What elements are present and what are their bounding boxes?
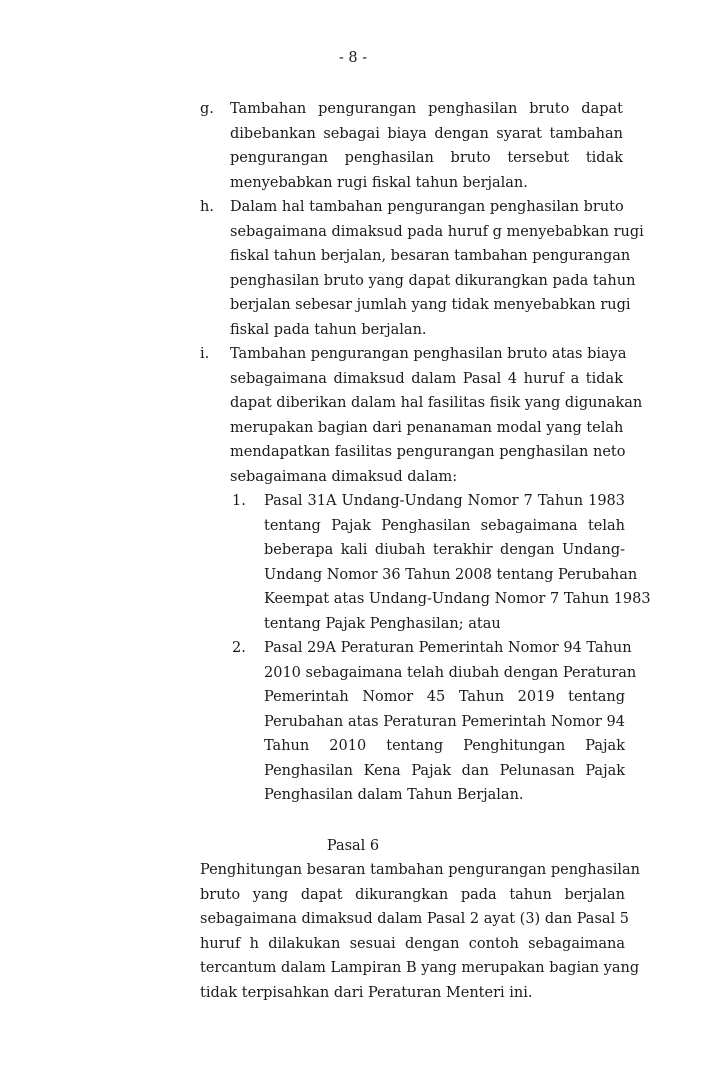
item-text-line: penghasilan bruto yang dapat dikurangkan pada tahun — [230, 272, 636, 289]
item-text-line: dapat diberikan dalam hal fasilitas fisik yang digunakan — [230, 395, 643, 411]
item-text-line: merupakan bagian dari penanaman modal yang telah — [230, 419, 624, 436]
subitem-text-line: beberapa kali diubah terakhir dengan Undang- — [264, 542, 625, 558]
subitem-text-line: tentang Pajak Penghasilan sebagaimana telah — [264, 517, 625, 534]
item-text-line: Tambahan pengurangan penghasilan bruto atas biaya — [230, 346, 627, 362]
item-text-line: mendapatkan fasilitas pengurangan penghasilan neto — [230, 444, 626, 460]
subitem-text-line: Undang Nomor 36 Tahun 2008 tentang Perubahan — [264, 566, 638, 583]
list-marker: g. — [200, 101, 214, 117]
list-marker: h. — [200, 199, 214, 215]
item-text-line: sebagaimana dimaksud dalam: — [230, 468, 458, 485]
list-marker: i. — [200, 346, 210, 362]
paragraph-line: Penghitungan besaran tambahan pengurangan penghasilan — [200, 862, 640, 878]
sublist-marker: 2. — [232, 640, 246, 656]
paragraph-line: bruto yang dapat dikurangkan pada tahun berjalan — [200, 886, 625, 903]
subitem-text-line: Penghasilan dalam Tahun Berjalan. — [264, 787, 524, 803]
section-heading: Pasal 6 — [326, 837, 380, 854]
subitem-text-line: Pemerintah Nomor 45 Tahun 2019 tentang — [264, 689, 625, 705]
item-text-line: fiskal tahun berjalan, besaran tambahan pengurangan — [230, 248, 631, 264]
subitem-text-line: Pasal 31A Undang-Undang Nomor 7 Tahun 1983 — [264, 493, 625, 509]
paragraph-line: tercantum dalam Lampiran B yang merupakan bagian yang — [200, 960, 640, 976]
item-text-line: sebagaimana dimaksud pada huruf g menyebabkan rugi — [230, 223, 644, 240]
subitem-text-line: Perubahan atas Peraturan Pemerintah Nomor 94 — [264, 713, 625, 730]
page-number: - 8 - — [338, 50, 368, 66]
item-text-line: menyebabkan rugi fiskal tahun berjalan. — [230, 174, 528, 191]
item-text-line: Dalam hal tambahan pengurangan penghasilan bruto — [230, 199, 624, 215]
item-text-line: berjalan sebesar jumlah yang tidak menyebabkan rugi — [230, 297, 631, 313]
subitem-text-line: 2010 sebagaimana telah diubah dengan Peraturan — [264, 664, 637, 681]
paragraph-line: huruf h dilakukan sesuai dengan contoh sebagaimana — [200, 935, 625, 952]
paragraph-line: sebagaimana dimaksud dalam Pasal 2 ayat (3) dan Pasal 5 — [200, 911, 630, 927]
subitem-text-line: tentang Pajak Penghasilan; atau — [264, 615, 501, 632]
subitem-text-line: Penghasilan Kena Pajak dan Pelunasan Pajak — [264, 762, 625, 779]
item-text-line: pengurangan penghasilan bruto tersebut tidak — [230, 150, 623, 166]
paragraph-line: tidak terpisahkan dari Peraturan Menteri ini. — [200, 984, 533, 1001]
subitem-text-line: Tahun 2010 tentang Penghitungan Pajak — [264, 738, 625, 754]
item-text-line: sebagaimana dimaksud dalam Pasal 4 huruf a tidak — [230, 370, 623, 387]
sublist-marker: 1. — [232, 493, 246, 509]
item-text-line: Tambahan pengurangan penghasilan bruto dapat — [230, 101, 623, 117]
subitem-text-line: Pasal 29A Peraturan Pemerintah Nomor 94 Tahun — [264, 640, 632, 656]
item-text-line: fiskal pada tahun berjalan. — [230, 321, 427, 338]
subitem-text-line: Keempat atas Undang-Undang Nomor 7 Tahun 1983 — [264, 591, 651, 607]
item-text-line: dibebankan sebagai biaya dengan syarat tambahan — [230, 125, 623, 142]
